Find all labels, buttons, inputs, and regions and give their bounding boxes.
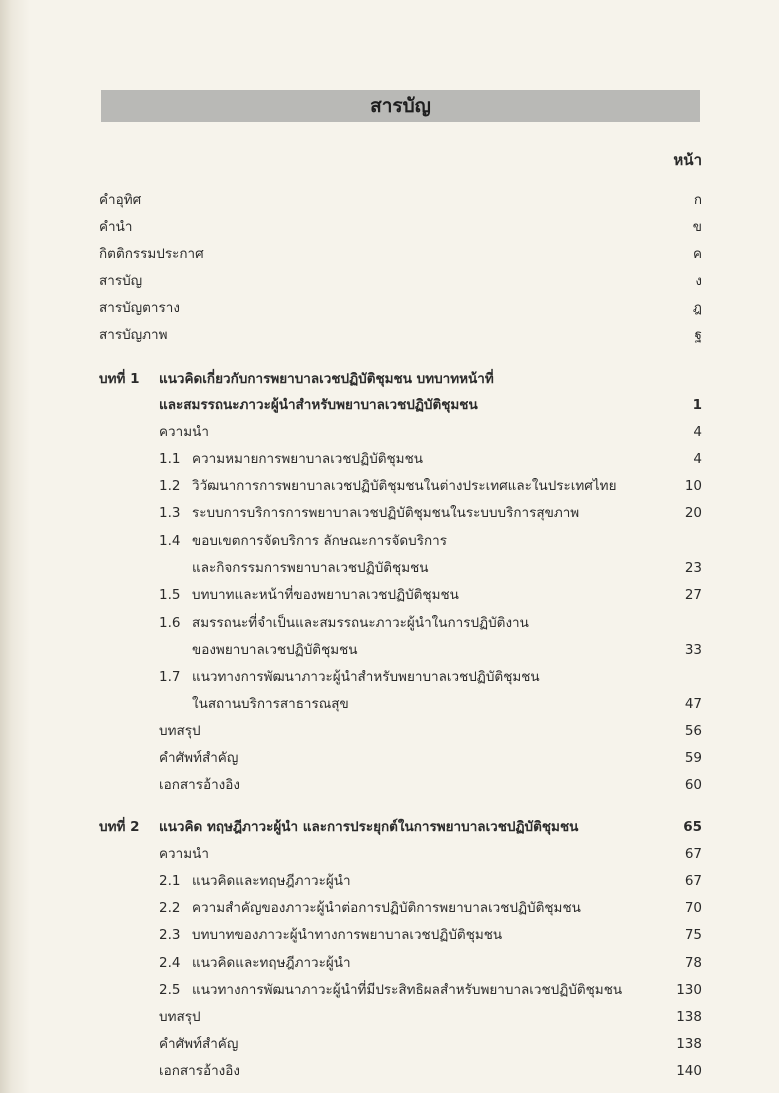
toc-entry-label: เอกสารอ้างอิง	[159, 1063, 240, 1079]
toc-entry-page: 4	[693, 424, 702, 440]
toc-entry	[0, 242, 779, 266]
section-title: ในสถานบริการสาธารณสุข	[192, 696, 349, 712]
section-page: 70	[684, 900, 702, 916]
section-title: ขอบเขตการจัดบริการ ลักษณะการจัดบริการ	[192, 533, 447, 549]
toc-entry-page: ข	[692, 219, 702, 235]
toc-entry	[0, 719, 779, 743]
toc-section	[0, 529, 779, 553]
toc-entry-label: สารบัญภาพ	[99, 327, 168, 343]
toc-entry-label: สารบัญ	[99, 273, 143, 289]
chapter-1-heading	[0, 367, 779, 391]
section-title: ของพยาบาลเวชปฏิบัติชุมชน	[192, 642, 358, 658]
section-number: 1.5	[159, 587, 181, 603]
toc-entry-page: 59	[684, 750, 702, 766]
toc-section	[0, 474, 779, 498]
toc-entry-label: คำศัพท์สำคัญ	[159, 750, 239, 766]
toc-section	[0, 501, 779, 525]
section-title: วิวัฒนาการการพยาบาลเวชปฏิบัติชุมชนในต่างประเทศและในประเทศไทย	[192, 478, 617, 494]
chapter-1-heading-line2	[0, 393, 779, 417]
chapter-title-line: และสมรรถนะภาวะผู้นำสำหรับพยาบาลเวชปฏิบัติชุมชน	[159, 397, 478, 413]
section-number: 1.6	[159, 615, 181, 631]
section-title: ระบบการบริการการพยาบาลเวชปฏิบัติชุมชนในระบบบริการสุขภาพ	[192, 505, 580, 521]
chapter-title-line: แนวคิด ทฤษฎีภาวะผู้นำ และการประยุกต์ในการพยาบาลเวชปฏิบัติชุมชน	[159, 819, 579, 835]
section-page: 20	[684, 505, 702, 521]
toc-entry-label: เอกสารอ้างอิง	[159, 777, 240, 793]
toc-entry-page: 138	[676, 1036, 702, 1052]
toc-section-continued	[0, 692, 779, 716]
toc-entry	[0, 420, 779, 444]
section-page: 130	[676, 982, 702, 998]
section-title: แนวคิดและทฤษฎีภาวะผู้นำ	[192, 955, 351, 971]
toc-entry	[0, 1032, 779, 1056]
toc-entry-page: 56	[684, 723, 702, 739]
toc-entry	[0, 215, 779, 239]
toc-entry	[0, 269, 779, 293]
toc-section	[0, 951, 779, 975]
section-number: 1.1	[159, 451, 181, 467]
section-title: บทบาทและหน้าที่ของพยาบาลเวชปฏิบัติชุมชน	[192, 587, 459, 603]
toc-entry-page: 138	[676, 1009, 702, 1025]
toc-entry-page: ก	[693, 192, 702, 208]
section-title: แนวคิดและทฤษฎีภาวะผู้นำ	[192, 873, 351, 889]
toc-entry	[0, 746, 779, 770]
toc-entry	[0, 842, 779, 866]
toc-section	[0, 611, 779, 635]
toc-entry-page: 140	[676, 1063, 702, 1079]
section-number: 2.1	[159, 873, 181, 889]
toc-entry-label: คำอุทิศ	[99, 192, 142, 208]
section-title: ความสำคัญของภาวะผู้นำต่อการปฏิบัติการพยาบาลเวชปฏิบัติชุมชน	[192, 900, 581, 916]
chapter-2-heading	[0, 815, 779, 839]
toc-entry-label: คำศัพท์สำคัญ	[159, 1036, 239, 1052]
toc-entry-page: 67	[684, 846, 702, 862]
section-title: สมรรถนะที่จำเป็นและสมรรถนะภาวะผู้นำในการปฏิบัติงาน	[192, 615, 529, 631]
toc-entry-page: 60	[684, 777, 702, 793]
section-number: 2.4	[159, 955, 181, 971]
section-number: 2.3	[159, 927, 181, 943]
section-title: แนวทางการพัฒนาภาวะผู้นำสำหรับพยาบาลเวชปฏิบัติชุมชน	[192, 669, 540, 685]
toc-entry	[0, 773, 779, 797]
toc-entry-label: ความนำ	[159, 424, 209, 440]
chapter-label: บทที่ 1	[99, 371, 140, 387]
section-title: แนวทางการพัฒนาภาวะผู้นำที่มีประสิทธิผลสำหรับพยาบาลเวชปฏิบัติชุมชน	[192, 982, 623, 998]
section-number: 1.4	[159, 533, 181, 549]
toc-entry-label: บทสรุป	[159, 1009, 201, 1025]
toc-entry	[0, 1005, 779, 1029]
toc-section	[0, 665, 779, 689]
toc-entry-page: ค	[692, 246, 702, 262]
page-column-header-row	[0, 148, 779, 172]
toc-entry	[0, 188, 779, 212]
section-page: 33	[684, 642, 702, 658]
chapter-page: 65	[683, 819, 702, 835]
section-title: ความหมายการพยาบาลเวชปฏิบัติชุมชน	[192, 451, 423, 467]
toc-entry	[0, 323, 779, 347]
toc-entry-label: คำนำ	[99, 219, 133, 235]
chapter-title-line: แนวคิดเกี่ยวกับการพยาบาลเวชปฏิบัติชุมชน บทบาทหน้าที่	[159, 371, 494, 387]
section-title: บทบาทของภาวะผู้นำทางการพยาบาลเวชปฏิบัติชุมชน	[192, 927, 503, 943]
section-page: 75	[684, 927, 702, 943]
chapter-label: บทที่ 2	[99, 819, 140, 835]
toc-entry	[0, 1059, 779, 1083]
toc-title-bar	[101, 90, 700, 122]
toc-title: สารบัญ	[370, 95, 431, 117]
toc-entry-page: ฎ	[692, 300, 702, 316]
section-page: 4	[693, 451, 702, 467]
section-number: 2.5	[159, 982, 181, 998]
section-page: 27	[684, 587, 702, 603]
toc-entry-label: ความนำ	[159, 846, 209, 862]
toc-entry-label: สารบัญตาราง	[99, 300, 180, 316]
toc-entry-page: ฐ	[694, 327, 702, 343]
section-title: และกิจกรรมการพยาบาลเวชปฏิบัติชุมชน	[192, 560, 429, 576]
section-page: 23	[684, 560, 702, 576]
section-number: 1.3	[159, 505, 181, 521]
toc-section	[0, 896, 779, 920]
toc-section	[0, 978, 779, 1002]
section-number: 1.2	[159, 478, 181, 494]
section-number: 1.7	[159, 669, 181, 685]
section-page: 47	[684, 696, 702, 712]
toc-entry-label: กิตติกรรมประกาศ	[99, 246, 204, 262]
toc-entry-page: ง	[695, 273, 702, 289]
page-column-header: หน้า	[673, 151, 702, 169]
section-page: 78	[684, 955, 702, 971]
toc-section-continued	[0, 638, 779, 662]
chapter-page: 1	[692, 397, 702, 413]
toc-entry-label: บทสรุป	[159, 723, 201, 739]
section-page: 67	[684, 873, 702, 889]
toc-entry	[0, 296, 779, 320]
toc-section	[0, 583, 779, 607]
toc-section	[0, 447, 779, 471]
toc-section-continued	[0, 556, 779, 580]
toc-section	[0, 923, 779, 947]
section-number: 2.2	[159, 900, 181, 916]
toc-section	[0, 869, 779, 893]
section-page: 10	[684, 478, 702, 494]
